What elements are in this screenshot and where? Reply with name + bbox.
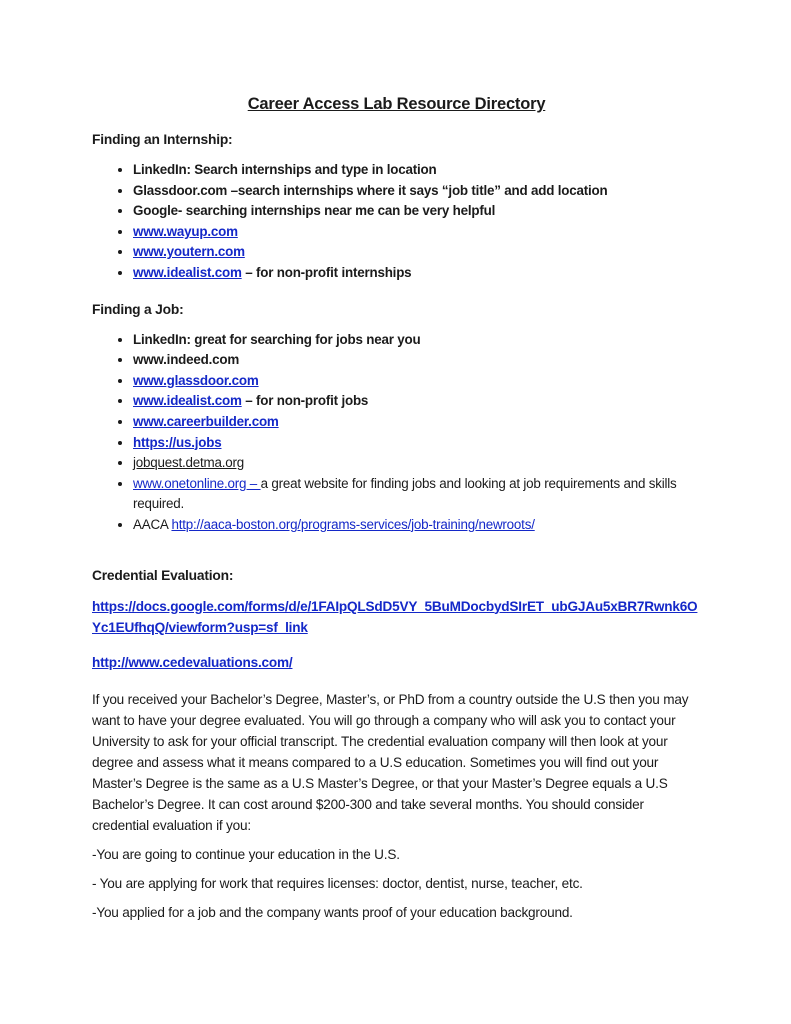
credential-note: -You applied for a job and the company wants proof of your education background. xyxy=(92,904,573,920)
section-heading-internship: Finding an Internship: xyxy=(92,132,233,147)
list-item xyxy=(133,515,701,536)
list-item xyxy=(133,412,701,433)
section-heading-job: Finding a Job: xyxy=(92,301,184,317)
list-item xyxy=(133,350,701,371)
list-item xyxy=(133,222,701,243)
careerbuilder-link[interactable]: www.careerbuilder.com xyxy=(133,413,279,429)
usjobs-link[interactable]: https://us.jobs xyxy=(133,434,222,450)
cedevaluations-link[interactable]: http://www.cedevaluations.com/ xyxy=(92,654,293,670)
list-item xyxy=(133,181,701,202)
internship-list xyxy=(92,160,701,284)
credential-note: - You are applying for work that requires licenses: doctor, dentist, nurse, teacher, etc. xyxy=(92,875,583,891)
credential-note: -You are going to continue your education in the U.S. xyxy=(92,846,400,862)
list-item xyxy=(133,453,701,474)
idealist-link[interactable]: www.idealist.com xyxy=(133,393,242,409)
list-item xyxy=(133,263,701,284)
list-item xyxy=(133,242,701,263)
glassdoor-link[interactable]: www.glassdoor.com xyxy=(133,372,259,388)
bullet-text: Glassdoor.com –search internships where it says “job title” and add location xyxy=(133,182,608,198)
credential-paragraph: If you received your Bachelor’s Degree, Master’s, or PhD from a country outside the U.S then you may want to have your degree evaluated. You will go through a company who will ask you to contact your University to ask for your official transcript. The credential evaluation company will then look at your degree and assess what it means compared to a U.S education. Sometimes you will find out your Master’s Degree is the same as a U.S Master’s Degree, or that your Master’s Degree equals a U.S Bachelor’s Degree. It can cost around $200-300 and take several months. You should consider credential evaluation if you: xyxy=(92,691,689,833)
jobquest-link[interactable]: jobquest.detma.org xyxy=(133,455,245,471)
list-item xyxy=(133,330,701,351)
youtern-link[interactable]: www.youtern.com xyxy=(133,244,245,260)
list-item xyxy=(133,433,701,454)
list-item xyxy=(133,201,701,222)
wayup-link[interactable]: www.wayup.com xyxy=(133,223,238,239)
bullet-text: www.indeed.com xyxy=(133,352,240,368)
bullet-suffix: – for non-profit jobs xyxy=(241,393,369,409)
bullet-prefix: AACA xyxy=(133,516,172,532)
list-item xyxy=(133,371,701,392)
page-title: Career Access Lab Resource Directory xyxy=(247,95,546,113)
bullet-text: Google- searching internships near me can be very helpful xyxy=(133,203,496,219)
idealist-link[interactable]: www.idealist.com xyxy=(133,264,242,280)
bullet-suffix: a great website for finding jobs and looking at job requirements and skills required. xyxy=(133,475,677,512)
onetonline-link[interactable]: www.onetonline.org – xyxy=(133,475,261,491)
bullet-text: LinkedIn: Search internships and type in location xyxy=(133,162,437,177)
bullet-text: LinkedIn: great for searching for jobs near you xyxy=(133,331,421,347)
list-item xyxy=(133,474,701,515)
section-heading-credential: Credential Evaluation: xyxy=(92,567,234,583)
job-list xyxy=(92,330,701,536)
list-item xyxy=(133,391,701,412)
aaca-link[interactable]: http://aaca-boston.org/programs-services/job-training/newroots/ xyxy=(171,516,535,532)
list-item xyxy=(133,160,701,181)
google-form-link[interactable]: https://docs.google.com/forms/d/e/1FAIpQLSdD5VY_5BuMDocbydSIrET_ubGJAu5xBR7Rwnk6OYc1EUfhqQ/viewform?usp=sf_link xyxy=(92,598,698,635)
bullet-suffix: – for non-profit internships xyxy=(241,264,412,280)
